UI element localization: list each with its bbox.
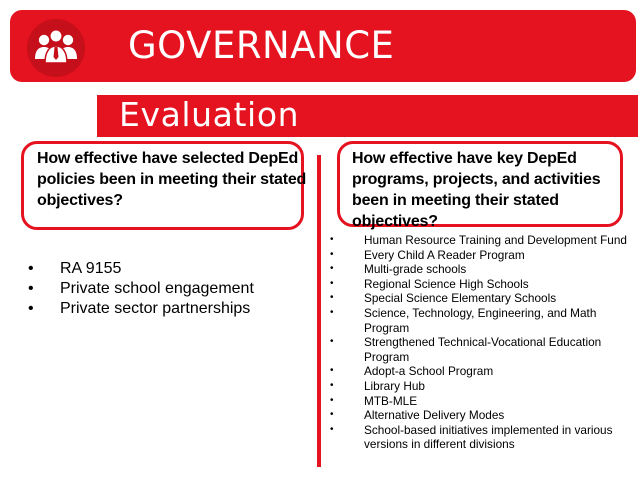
program-list (330, 233, 630, 452)
left-question-text: How effective have selected DepEd policies been in meeting their stated objectives? (37, 150, 307, 209)
list-item: • Human Resource Training and Development Fund (330, 233, 627, 247)
section-header (97, 95, 638, 137)
list-item: • MTB-MLE (330, 393, 418, 408)
section-title: Evaluation (119, 95, 300, 134)
right-question-text: How effective have key DepEd programs, projects, and activities been in meeting their stated objectives? (352, 150, 601, 230)
list-item: • Adopt-a School Program (330, 364, 494, 379)
list-item: • Special Science Elementary Schools (330, 291, 557, 306)
header-banner (10, 10, 636, 82)
list-item: • Regional Science High Schools (330, 276, 529, 291)
policy-list (28, 259, 308, 319)
list-item: • Every Child A Reader Program (330, 247, 525, 262)
list-item: • Strengthened Technical-Vocational Education Program (330, 335, 602, 364)
list-item: • Private sector partnerships (28, 300, 251, 317)
list-item: • School-based initiatives implemented in various versions in different divisions (330, 422, 613, 452)
list-item: • Private school engagement (28, 280, 254, 297)
page-title: GOVERNANCE (128, 24, 395, 67)
people-group-icon (27, 19, 85, 77)
column-divider (317, 155, 321, 467)
list-item: • Library Hub (330, 378, 425, 393)
list-item: • Science, Technology, Engineering, and Math Program (330, 305, 597, 335)
list-item: • RA 9155 (28, 260, 122, 277)
list-item: • Alternative Delivery Modes (330, 408, 505, 423)
list-item: • Multi-grade schools (330, 262, 467, 277)
